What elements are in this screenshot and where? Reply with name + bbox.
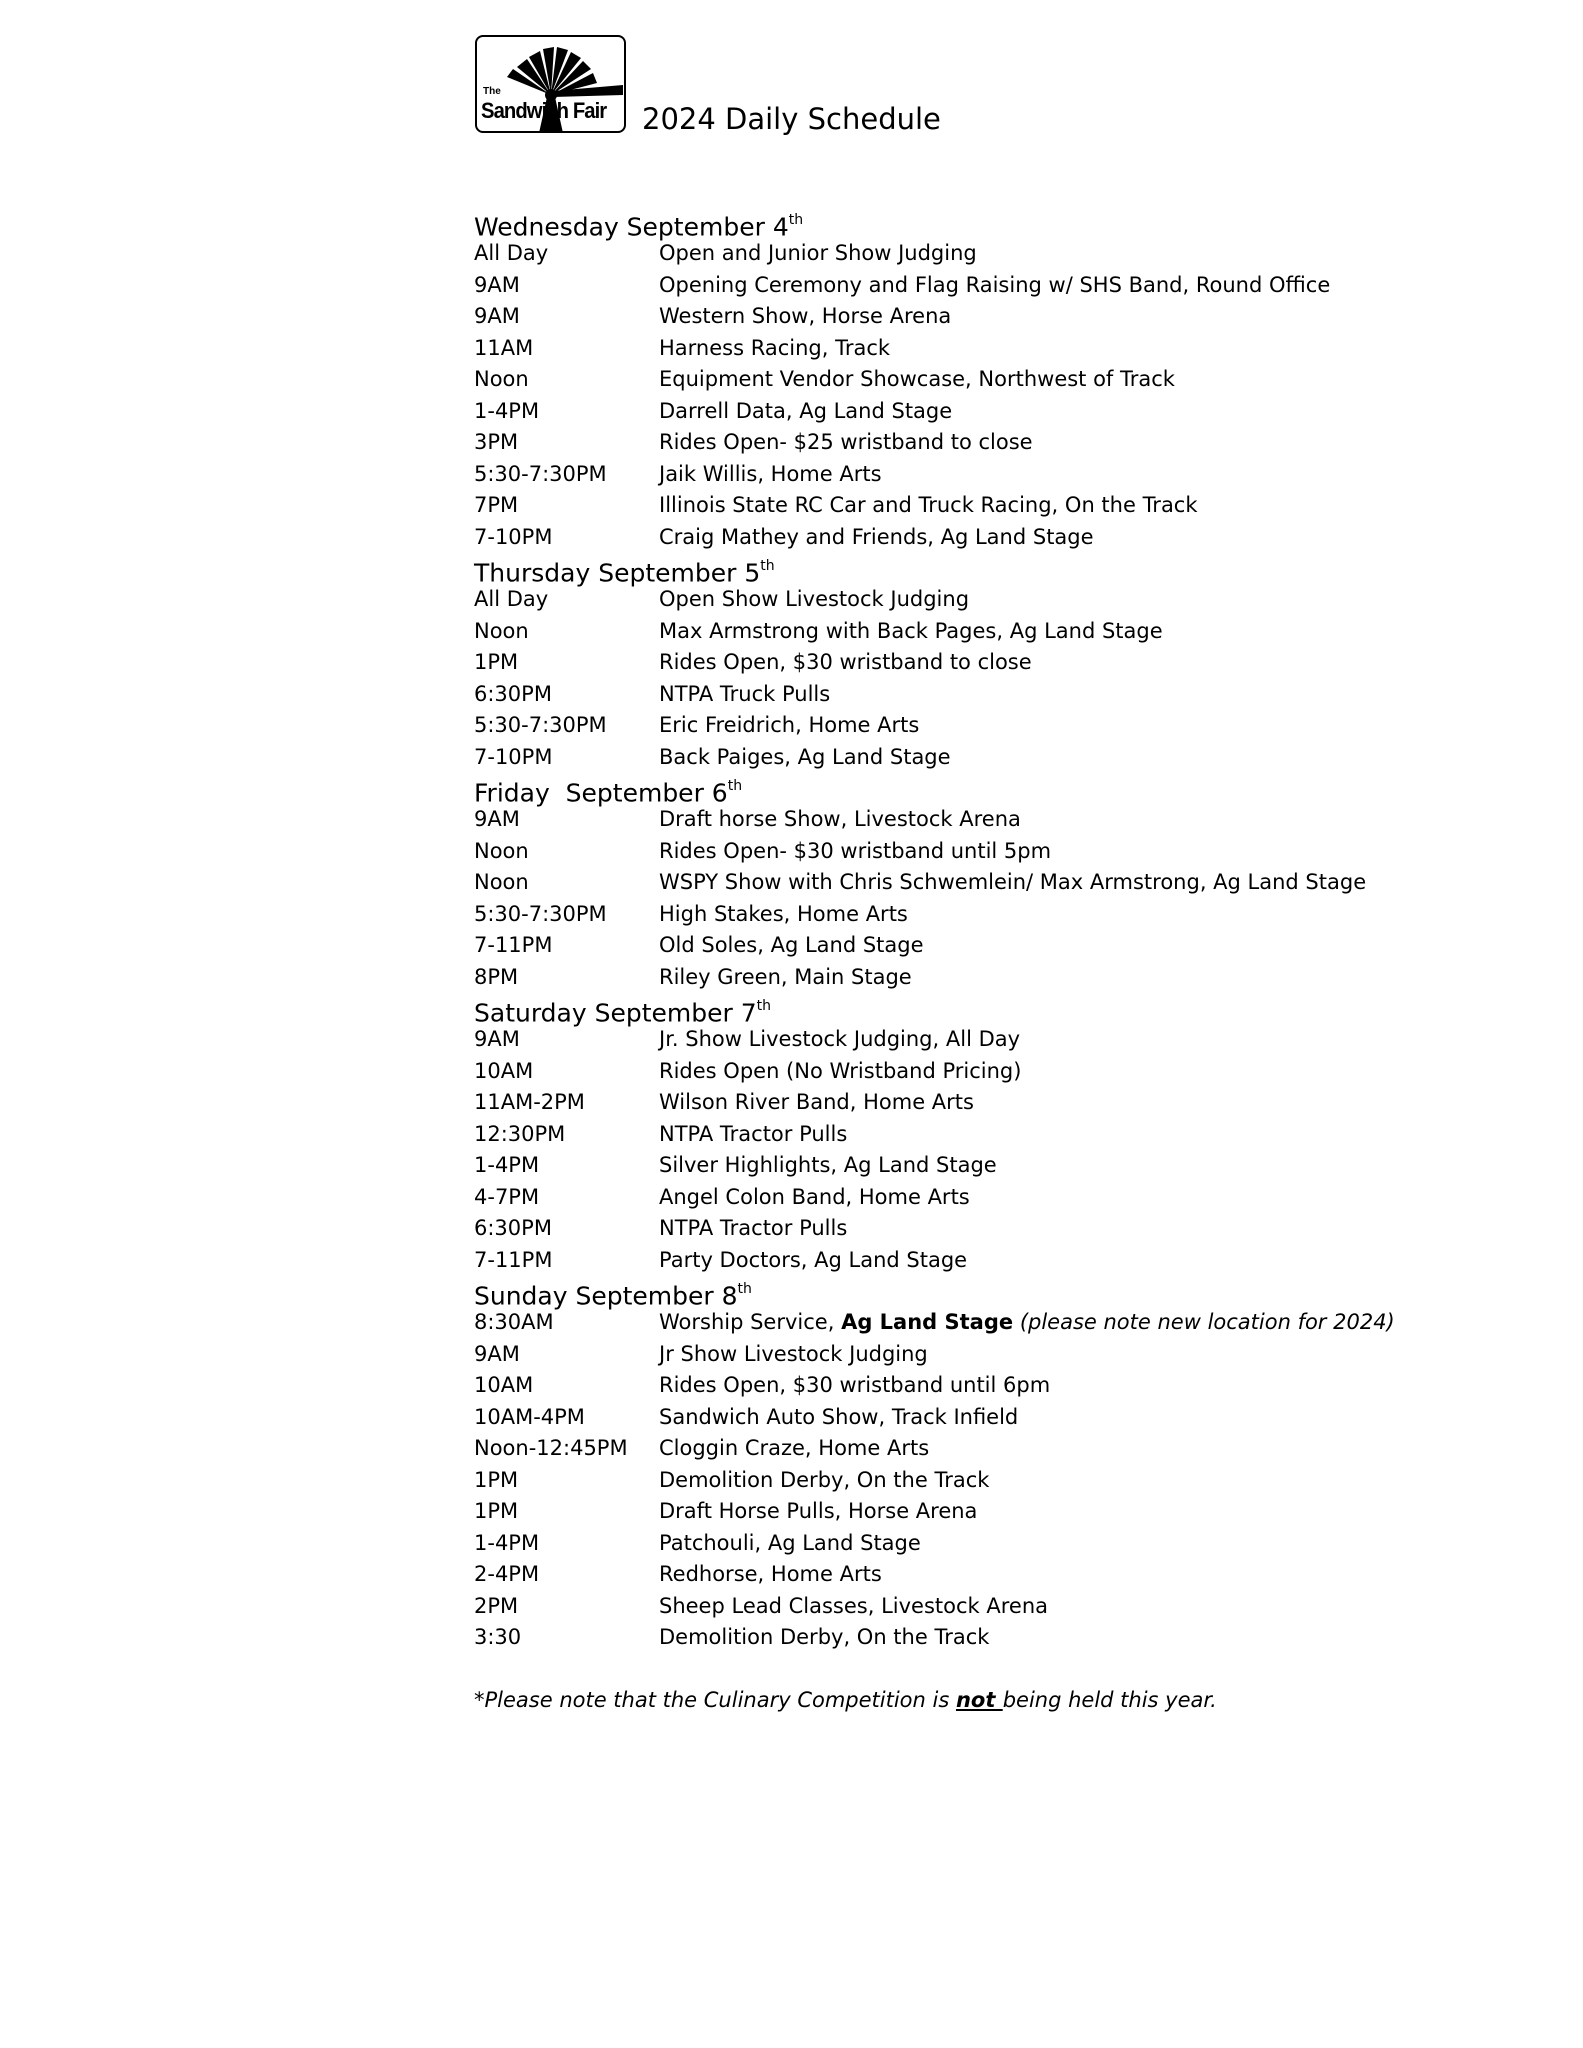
schedule-row (474, 1339, 1474, 1371)
event-description (659, 867, 1474, 899)
event-description (659, 1056, 1474, 1088)
event-time: 7-10PM (474, 744, 553, 769)
note-emphasis: not (955, 1687, 1003, 1712)
event-text: NTPA Tractor Pulls (659, 1121, 848, 1146)
event-description (659, 1528, 1474, 1560)
event-description (659, 1339, 1474, 1371)
schedule-row (474, 1150, 1474, 1182)
event-description (659, 647, 1474, 679)
day-ordinal-suffix: th (756, 998, 772, 1014)
event-text: Rides Open- $30 wristband until 5pm (659, 838, 1052, 863)
schedule-row (474, 584, 1474, 616)
note-text-after: being held this year. (1002, 1687, 1217, 1712)
logo-text-sandwich-fair: Sandwich Fair (481, 98, 607, 123)
event-time: 5:30-7:30PM (474, 461, 607, 486)
event-text: Party Doctors, Ag Land Stage (659, 1247, 968, 1272)
event-time: 10AM-4PM (474, 1404, 585, 1429)
day-heading-text: Sunday September 8 (474, 1281, 738, 1311)
schedule-row (474, 1622, 1474, 1654)
event-text: Max Armstrong with Back Pages, Ag Land Stage (659, 618, 1163, 643)
schedule-row (474, 1528, 1474, 1560)
event-description (659, 301, 1474, 333)
event-time: 1-4PM (474, 398, 540, 423)
day-heading-text: Friday September 6 (474, 778, 728, 808)
event-text: Angel Colon Band, Home Arts (659, 1184, 970, 1209)
day-heading (474, 1276, 1474, 1311)
event-text: Harness Racing, Track (659, 335, 891, 360)
schedule-row (474, 301, 1474, 333)
event-time: 12:30PM (474, 1121, 566, 1146)
event-text: Rides Open, $30 wristband to close (659, 650, 1032, 674)
event-text: Jaik Willis, Home Arts (659, 461, 882, 486)
event-text-italic: (please note new location for 2024) (1013, 1310, 1395, 1334)
event-text: Old Soles, Ag Land Stage (659, 933, 924, 957)
schedule-row (474, 459, 1474, 491)
schedule-row (474, 836, 1474, 868)
event-text: High Stakes, Home Arts (659, 901, 908, 926)
schedule-row (474, 522, 1474, 554)
event-text: Cloggin Craze, Home Arts (659, 1436, 930, 1460)
event-text: Back Paiges, Ag Land Stage (659, 744, 951, 769)
event-time: 11AM (474, 335, 534, 360)
event-description (659, 836, 1474, 868)
event-description (659, 270, 1474, 302)
event-time: Noon-12:45PM (474, 1436, 628, 1460)
event-time: 7PM (474, 493, 519, 517)
event-time: Noon (474, 870, 529, 894)
day-heading (474, 207, 1474, 242)
event-text: Open Show Livestock Judging (659, 587, 970, 611)
schedule-row (474, 710, 1474, 742)
event-text: Draft Horse Pulls, Horse Arena (659, 1499, 978, 1523)
day-ordinal-suffix: th (760, 558, 775, 574)
schedule-row (474, 804, 1474, 836)
event-description (659, 364, 1474, 396)
header (474, 34, 1474, 144)
day-heading (474, 553, 1474, 588)
sandwich-fair-logo (475, 35, 626, 133)
event-text: Rides Open, $30 wristband until 6pm (659, 1373, 1051, 1397)
event-text: Equipment Vendor Showcase, Northwest of Track (659, 367, 1175, 391)
event-time: 9AM (474, 304, 520, 328)
schedule-row (474, 364, 1474, 396)
event-time: 6:30PM (474, 1216, 552, 1240)
schedule-row (474, 333, 1474, 365)
schedule-row (474, 427, 1474, 459)
event-description (659, 679, 1474, 711)
event-description (659, 1024, 1474, 1056)
event-description (659, 1402, 1474, 1434)
schedule-row (474, 1245, 1474, 1277)
event-text: Patchouli, Ag Land Stage (659, 1530, 921, 1555)
schedule-row (474, 647, 1474, 679)
event-text: Rides Open (No Wristband Pricing) (659, 1058, 1022, 1083)
event-time: 7-11PM (474, 1247, 553, 1272)
schedule-row (474, 1465, 1474, 1497)
event-description (659, 1245, 1474, 1277)
event-time: All Day (474, 241, 549, 265)
event-description (659, 742, 1474, 774)
day-heading-text: Saturday September 7 (474, 998, 757, 1028)
event-text: Silver Highlights, Ag Land Stage (659, 1153, 997, 1177)
schedule-row (474, 1559, 1474, 1591)
schedule-row (474, 1213, 1474, 1245)
event-text: WSPY Show with Chris Schwemlein/ Max Armstrong, Ag Land Stage (659, 870, 1367, 894)
event-time: 9AM (474, 272, 520, 297)
event-time: 2-4PM (474, 1562, 540, 1586)
event-text: Illinois State RC Car and Truck Racing, On the Track (659, 493, 1198, 517)
event-time: 8PM (474, 964, 519, 989)
event-text: Riley Green, Main Stage (659, 964, 912, 989)
schedule-row (474, 616, 1474, 648)
event-description (659, 962, 1474, 994)
schedule-page (474, 34, 1474, 1716)
event-time: 1-4PM (474, 1530, 540, 1555)
day-heading (474, 993, 1474, 1028)
event-time: 7-10PM (474, 524, 553, 549)
schedule-row (474, 867, 1474, 899)
event-time: 1-4PM (474, 1153, 540, 1177)
schedule-row (474, 679, 1474, 711)
event-time: 4-7PM (474, 1184, 540, 1209)
event-text: Redhorse, Home Arts (659, 1562, 882, 1586)
event-description (659, 1622, 1474, 1654)
schedule-row (474, 1024, 1474, 1056)
event-text: Open and Junior Show Judging (659, 241, 977, 265)
event-description (659, 1559, 1474, 1591)
event-description (659, 459, 1474, 491)
event-time: 1PM (474, 650, 519, 674)
event-description (659, 616, 1474, 648)
event-time: Noon (474, 367, 529, 391)
event-description (659, 1307, 1474, 1339)
day-ordinal-suffix: th (737, 1281, 752, 1297)
event-description (659, 522, 1474, 554)
schedule-row (474, 1307, 1474, 1339)
event-description (659, 899, 1474, 931)
event-text: Jr. Show Livestock Judging, All Day (659, 1027, 1021, 1051)
event-time: 7-11PM (474, 933, 553, 957)
event-text: Sandwich Auto Show, Track Infield (659, 1404, 1019, 1429)
schedule-list (474, 207, 1474, 1654)
schedule-row (474, 490, 1474, 522)
note-text-before: *Please note that the Culinary Competition is (474, 1687, 956, 1712)
event-text: Draft horse Show, Livestock Arena (659, 807, 1021, 831)
schedule-row (474, 1087, 1474, 1119)
culinary-note (474, 1685, 1474, 1716)
event-description (659, 333, 1474, 365)
event-description (659, 396, 1474, 428)
event-time: 9AM (474, 807, 520, 831)
event-description (659, 1465, 1474, 1497)
event-text: Demolition Derby, On the Track (659, 1625, 990, 1649)
event-time: 10AM (474, 1373, 534, 1397)
event-description (659, 1370, 1474, 1402)
event-description (659, 1496, 1474, 1528)
day-heading-text: Wednesday September 4 (474, 212, 789, 242)
event-description (659, 238, 1474, 270)
event-text-bold: Ag Land Stage (841, 1310, 1014, 1334)
event-text: Jr Show Livestock Judging (659, 1341, 928, 1366)
event-time: 3PM (474, 430, 519, 454)
event-text: NTPA Tractor Pulls (659, 1216, 848, 1240)
event-text: Wilson River Band, Home Arts (659, 1090, 974, 1114)
event-time: 5:30-7:30PM (474, 713, 607, 737)
event-text: Western Show, Horse Arena (659, 304, 952, 328)
event-time: Noon (474, 618, 529, 643)
page-title: 2024 Daily Schedule (642, 102, 941, 136)
event-description (659, 804, 1474, 836)
event-description (659, 1119, 1474, 1151)
event-time: Noon (474, 838, 529, 863)
schedule-row (474, 899, 1474, 931)
event-description (659, 930, 1474, 962)
event-time: 1PM (474, 1467, 519, 1492)
event-description (659, 1213, 1474, 1245)
event-time: 8:30AM (474, 1310, 554, 1334)
day-ordinal-suffix: th (788, 212, 804, 228)
event-description (659, 427, 1474, 459)
schedule-row (474, 1119, 1474, 1151)
schedule-row (474, 1496, 1474, 1528)
event-text: NTPA Truck Pulls (659, 681, 831, 706)
event-description (659, 1087, 1474, 1119)
day-ordinal-suffix: th (727, 778, 743, 794)
event-text: Eric Freidrich, Home Arts (659, 713, 920, 737)
schedule-row (474, 962, 1474, 994)
event-time: 11AM-2PM (474, 1090, 585, 1114)
event-time: All Day (474, 587, 549, 611)
schedule-row (474, 238, 1474, 270)
event-time: 5:30-7:30PM (474, 901, 607, 926)
event-text: Demolition Derby, On the Track (659, 1467, 990, 1492)
event-description (659, 710, 1474, 742)
schedule-row (474, 270, 1474, 302)
schedule-row (474, 1370, 1474, 1402)
event-text: Rides Open- $25 wristband to close (659, 430, 1033, 454)
logo-text-the: The (483, 86, 501, 97)
event-description (659, 1591, 1474, 1623)
event-text: Sheep Lead Classes, Livestock Arena (659, 1593, 1048, 1618)
event-time: 3:30 (474, 1625, 522, 1649)
event-description (659, 1182, 1474, 1214)
event-time: 1PM (474, 1499, 519, 1523)
event-time: 10AM (474, 1058, 534, 1083)
schedule-row (474, 1591, 1474, 1623)
event-description (659, 584, 1474, 616)
event-time: 9AM (474, 1027, 520, 1051)
schedule-row (474, 396, 1474, 428)
event-description (659, 1433, 1474, 1465)
event-text: Worship Service, (659, 1310, 842, 1334)
event-time: 2PM (474, 1593, 519, 1618)
schedule-row (474, 1056, 1474, 1088)
event-text: Opening Ceremony and Flag Raising w/ SHS Band, Round Office (659, 272, 1331, 297)
schedule-row (474, 742, 1474, 774)
event-description (659, 1150, 1474, 1182)
schedule-row (474, 1402, 1474, 1434)
event-time: 6:30PM (474, 681, 552, 706)
day-heading-text: Thursday September 5 (474, 558, 761, 588)
schedule-row (474, 1182, 1474, 1214)
schedule-row (474, 930, 1474, 962)
event-text: Craig Mathey and Friends, Ag Land Stage (659, 524, 1094, 549)
schedule-row (474, 1433, 1474, 1465)
event-description (659, 490, 1474, 522)
day-heading (474, 773, 1474, 808)
event-time: 9AM (474, 1341, 520, 1366)
event-text: Darrell Data, Ag Land Stage (659, 398, 953, 423)
